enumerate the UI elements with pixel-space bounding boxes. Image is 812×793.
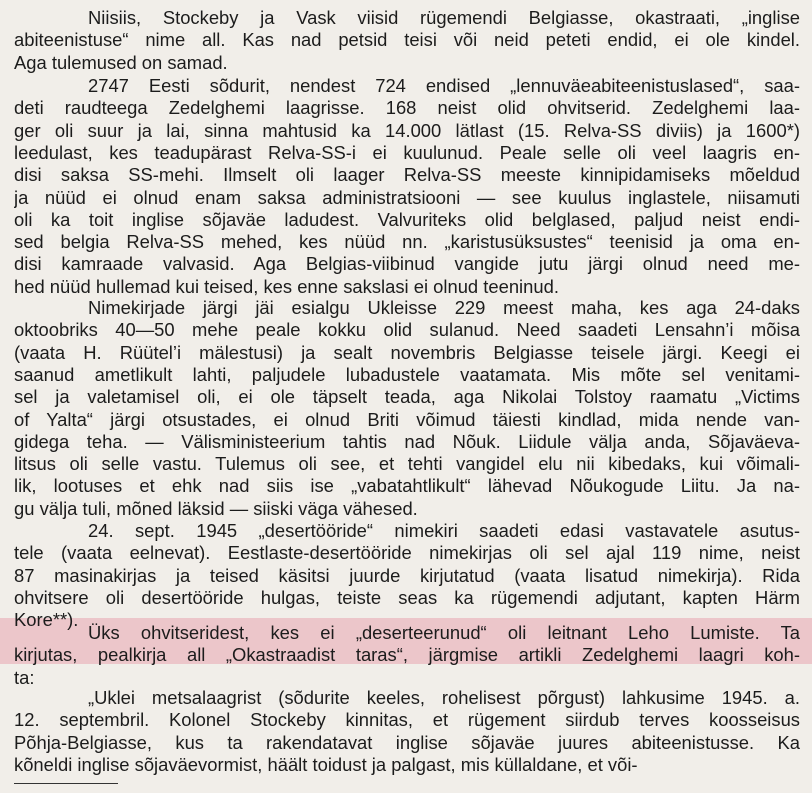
text-line: tele (vaata eelnevat). Eestlaste-desertööride nimekirjas oli sel ajal 119 nime, neist xyxy=(14,543,800,564)
text-line: abiteenistuse“ nime all. Kas nad petsid teisi või neid peteti endid, ei ole kindel. xyxy=(14,30,800,51)
text-line: lik, lootuses et ehk nad siis ise „vabatahtlikult“ lähevad Nõukogude Liitu. Ja na- xyxy=(14,476,800,497)
text-line: Põhja-Belgiasse, kus ta rakendatavat inglise sõjaväe juures abiteenistusse. Ka xyxy=(14,732,800,753)
text-line: Nimekirjade järgi jäi esialgu Ukleisse 229 meest maha, kes aga 24-daks xyxy=(88,298,800,318)
text-line: ja nüüd ei olnud enam saksa administratsiooni — see kuulus inglastele, niisamuti xyxy=(14,187,800,208)
text-line: 12. septembril. Kolonel Stockeby kinnitas, et rügement siirdub terves koosseisus xyxy=(14,710,800,731)
text-line: ohvitsere oli desertööride hulgas, teiste seas ka rügemendi adjutant, kapten Härm xyxy=(14,587,800,608)
text-line: oktoobriks 40—50 mehe peale kokku olid sulanud. Need saadeti Lensahn’i mõisa xyxy=(14,320,800,341)
text-line: 24. sept. 1945 „desertööride“ nimekiri saadeti edasi vastavatele asutus- xyxy=(88,521,800,541)
text-line: of Yalta“ järgi otsustades, ei olnud Briti võimud täiesti kindlad, mida nende van- xyxy=(14,409,800,430)
text-line: deti raudteega Zedelghemi laagrisse. 168 neist olid ohvitserid. Zedelghemi laa- xyxy=(14,98,800,119)
text-line: Niisiis, Stockeby ja Vask viisid rügemendi Belgiasse, okastraati, „inglise xyxy=(88,8,800,28)
text-line: saanud ametlikult lahti, paljudele lubadustele vaatamata. Mis mõte sel venitami- xyxy=(14,364,800,385)
text-line: hed nüüd hullemad kui teised, kes enne sakslasi ei olnud teeninud. xyxy=(14,276,559,297)
text-line: gidega teha. — Välisministeerium tahtis nad Nõuk. Liidule välja anda, Sõjaväeva- xyxy=(14,431,800,452)
text-line: Aga tulemused on samad. xyxy=(14,52,228,73)
text-line: oli ka toit inglise sõjaväe ladudest. Valvuriteks olid belglased, paljud neist endi- xyxy=(14,209,800,230)
text-line: ger oli suur ja lai, sinna mahtusid ka 14.000 lätlast (15. Relva-SS diviis) ja 1600*) xyxy=(14,120,800,141)
text-line: Kore**). xyxy=(14,610,79,631)
text-line: (vaata H. Rüütel’i mälestusi) ja sealt novembris Belgiasse teisele järgi. Keegi ei xyxy=(14,342,800,363)
text-line: sed belgia Relva-SS mehed, kes nüüd nn. „karistusüksustes“ teenisid ja oma en- xyxy=(14,232,800,253)
text-line: kirjutas, pealkirja all „Okastraadist taras“, järgmise artikli Zedelghemi laagri koh- xyxy=(14,645,800,666)
text-line: „Uklei metsalaagrist (sõdurite keeles, rohelisest põrgust) lahkusime 1945. a. xyxy=(88,688,800,708)
text-line: disi saksa SS-mehi. Ilmselt oli laager Relva-SS meeste kinnipidamiseks mõeldud xyxy=(14,165,800,186)
text-line: Üks ohvitseridest, kes ei „deserteerunud“ oli leitnant Leho Lumiste. Ta xyxy=(88,623,800,643)
text-line: ta: xyxy=(14,667,35,688)
text-line: 87 masinakirjas ja teised käsitsi juurde kirjutatud (vaata lisatud nimekirja). Rida xyxy=(14,565,800,586)
text-line: 2747 Eesti sõdurit, nendest 724 endised „lennuväeabiteenistuslased“, saa- xyxy=(88,76,800,96)
text-line: gu välja tuli, mõned läksid — siiski väga vähesed. xyxy=(14,498,418,519)
text-line: sel ja valetamisel oli, ei ole täpselt teada, aga Nikolai Tolstoy raamatu „Victims xyxy=(14,387,800,408)
text-line: disi kamraade valvasid. Aga Belgias-viibinud vangide jutu järgi olnud need me- xyxy=(14,254,800,275)
text-line: kõneldi inglise sõjaväevormist, häält toidust ja palgast, mis küllaldane, et või- xyxy=(14,754,638,775)
text-line: litsus oli selle vastu. Tulemus oli see, et tehti vangidel elu nii kibedaks, kui võimali- xyxy=(14,454,800,475)
footnote-separator xyxy=(14,783,118,784)
text-line: leedulast, kes teadupärast Relva-SS-i ei kuulunud. Peale selle oli veel laagris en- xyxy=(14,142,800,163)
